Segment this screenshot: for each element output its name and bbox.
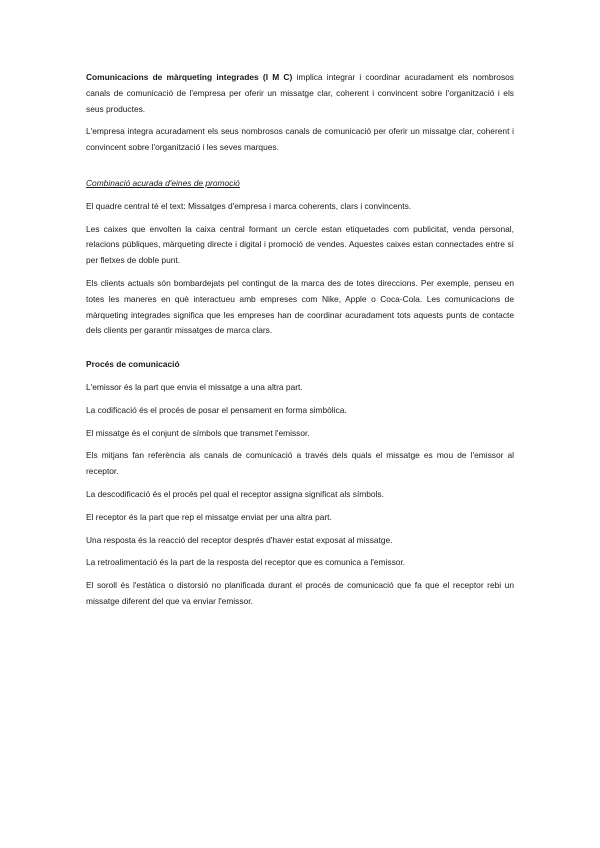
process-item-decoding: La descodificació és el procés pel qual el receptor assigna significat als símbols. bbox=[86, 488, 384, 499]
imc-definition: implica integrar i coordinar acuradament els nombrosos canals de comunicació de l'empresa per oferir un missatge clar, coherent i convincent sobre l'organització i els seus productes. bbox=[86, 72, 514, 114]
process-item-noise: El soroll és l'estàtica o distorsió no planificada durant el procés de comunicació que fa que el receptor rebi un missatge diferent del que va enviar l'emissor. bbox=[86, 580, 514, 606]
section-heading-communication bbox=[86, 357, 514, 373]
process-item-response: Una resposta és la reacció del receptor després d'haver estat exposat al missatge. bbox=[86, 534, 393, 545]
section-heading-communication-text: Procés de comunicació bbox=[86, 359, 180, 370]
process-item-feedback: La retroalimentació és la part de la resposta del receptor que es comunica a l'emissor. bbox=[86, 557, 406, 568]
document-page bbox=[86, 70, 514, 617]
process-item-message: El missatge és el conjunt de símbols que transmet l'emissor. bbox=[86, 427, 310, 438]
section1-paragraph-1: El quadre central té el text: Missatges d'empresa i marca coherents, clars i convincents. bbox=[86, 200, 412, 211]
process-item-media: Els mitjans fan referència als canals de comunicació a través dels quals el missatge es mou de l'emissor al receptor. bbox=[86, 450, 514, 477]
imc-term: Comunicacions de màrqueting integrades (I M C) bbox=[86, 72, 293, 82]
communication-process-list bbox=[86, 380, 514, 610]
section1-paragraph-2: Les caixes que envolten la caixa central formant un cercle estan etiquetades com publicitat, venda personal, relacions públiques, màrqueting directe i digital i promoció de vendes. Aquestes caixes estan connectades entre sí per fletxes de doble punt. bbox=[86, 223, 514, 266]
section1-paragraph-3: Els clients actuals són bombardejats pel contingut de la marca des de totes direccions. Per exemple, penseu en totes les maneres en què interactueu amb empreses com Nike, Apple o Coca-Cola. Les comunicacions de màrqueting integrades significa que les empreses han de coordinar acuradament tots aquests punts de contacte dels clients per garantir missatges de marca clars. bbox=[86, 277, 514, 336]
process-item-receiver: El receptor és la part que rep el missatge enviat per una altra part. bbox=[86, 511, 332, 522]
process-item-emitter: L'emissor és la part que envia el missatge a una altra part. bbox=[86, 381, 303, 392]
intro-paragraph bbox=[86, 70, 514, 117]
intro-paragraph-2: L'empresa integra acuradament els seus nombrosos canals de comunicació per oferir un missatge clar, coherent i convincent sobre l'organització i les seves marques. bbox=[86, 126, 514, 153]
section-heading-promotion bbox=[86, 176, 514, 192]
process-item-encoding: La codificació és el procés de posar el pensament en forma simbòlica. bbox=[86, 404, 347, 415]
section-heading-promotion-text: Combinació acurada d'eines de promoció bbox=[86, 177, 240, 188]
